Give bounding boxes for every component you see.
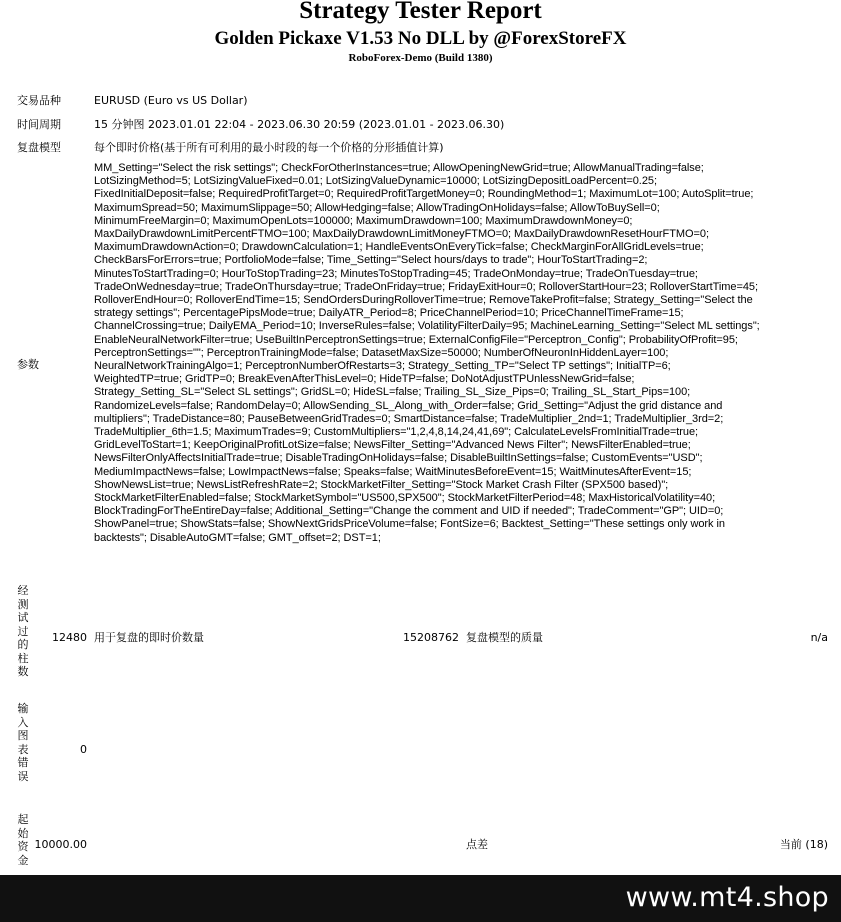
period-label: 时间周期 [17,118,61,131]
symbol-value: EURUSD (Euro vs US Dollar) [94,94,248,107]
period-value: 15 分钟图 2023.01.01 22:04 - 2023.06.30 20:59 (2023.01.01 - 2023.06.30) [94,118,505,131]
expert-name: Golden Pickaxe V1.53 No DLL by @ForexStoreFX [214,28,627,49]
report-title: Strategy Tester Report [299,0,542,24]
ticks-modelled-value: 15208762 [403,631,459,644]
model-label: 复盘模型 [17,141,61,154]
watermark-text: www.mt4.shop [625,882,829,913]
chart-errors-label: 输入图表错误 [17,702,29,783]
spread-label: 点差 [466,838,488,851]
bars-tested-value: 12480 [52,631,87,644]
server-build: RoboForex-Demo (Build 1380) [348,52,493,64]
model-value: 每个即时价格(基于所有可利用的最小时段的每一个价格的分形插值计算) [94,141,444,154]
ticks-modelled-label: 用于复盘的即时价数量 [94,631,204,644]
symbol-label: 交易品种 [17,94,61,107]
bars-tested-label: 经测试过的柱数 [17,584,29,678]
modelling-quality-value: n/a [810,631,828,644]
initial-deposit-value: 10000.00 [34,838,87,851]
spread-value: 当前 (18) [779,838,828,851]
chart-errors-value: 0 [80,743,87,756]
parameters-value: MM_Setting="Select the risk settings"; CheckForOtherInstances=true; AllowOpeningNewGrid=true; AllowManualTrading=false; LotSizingMethod=5; LotSizingValueFixed=0.01; LotSizingValueDynamic=10000; LotSizingDepositLoadPercent=0.25; FixedInitialDeposit=false; RequiredProfitTarget=0; RequiredProfitTargetMoney=0; RoundingMethod=1; MaximumLot=100; AutoSplit=true; MaximumSpread=50; MaximumSlippage=50; AllowHedging=false; AllowTradingOnHolidays=false; AllowToBuySell=0; MinimumFreeMargin=0; MaximumOpenLots=100000; MaximumDrawdown=100; MaximumDrawdownMoney=0; MaxDailyDrawdownLimitPercentFTMO=100; MaxDailyDrawdownLimitMoneyFTMO=0; MaxDailyDrawdownResetHourFTMO=0; MaximumDrawdownAction=0; DrawdownCalculation=1; HandleEventsOnEveryTick=false; CheckMarginForAllGridLevels=true; CheckBarsForErrors=true; PortfolioMode=false; Time_Setting="Select hours/days to trade"; HourToStartTrading=2; MinutesToStartTrading=0; HourToStopTrading=23; MinutesToStopTrading=45; TradeOnMonday=true; TradeOnTuesday=true; TradeOnWednesday=true; TradeOnThursday=true; TradeOnFriday=true; FridayExitHour=0; RolloverStartHour=23; RolloverStartTime=45; RolloverEndHour=0; RolloverEndTime=15; SendOrdersDuringRolloverTime=true; RemoveTakeProfit=false; Strategy_Setting="Select the strategy settings"; PercentagePipsMode=true; DailyATR_Period=8; PriceChannelPeriod=10; PriceChannelTimeFrame=15; ChannelCrossing=true; DailyEMA_Period=10; InverseRules=false; VolatilityFilterDaily=95; MachineLearning_Setting="Select ML settings"; EnableNeuralNetworkFilter=true; UseBuiltInPerceptronSettings=true; ExternalConfigFile="Perceptron_Config"; ProbabilityOfProfit=95; PerceptronSettings=""; PerceptronTrainingMode=false; DatasetMaxSize=50000; NumberOfNeuronInHiddenLayer=100; NeuralNetworkTrainingAlgo=1; PerceptronNumberOfRestarts=3; Strategy_Setting_TP="Select TP settings"; InitialTP=6; WeightedTP=true; GridTP=0; BreakEvenAfterThisLevel=0; HideTP=false; DoNotAdjustTPUnlessNewGrid=false; Strategy_Setting_SL="Select SL settings"; GridSL=0; HideSL=false; Trailing_SL_Size_Pips=0; Trailing_SL_Start_Pips=100; RandomizeLevels=false; RandomDelay=0; AllowSending_SL_Along_with_Order=false; Grid_Setting="Adjust the grid distance and multipliers"; TradeDistance=80; PauseBetweenGridTrades=0; SmartDistance=false; TradeMultiplier_2nd=1; TradeMultiplier_3rd=2; TradeMultiplier_6th=1.5; MaximumTrades=9; CustomMultipliers="1,2,4,8,14,24,41,69"; CalculateLevelsFromInitialTrade=true; GridLevelToStart=1; KeepOriginalProfitLotSize=false; NewsFilter_Setting="Advanced News Filter"; NewsFilterEnabled=true; NewsFilterOnlyAffectsInitialTrade=true; DisableTradingOnHolidays=false; DisableBuiltInSettings=false; CustomEvents="USD"; MediumImpactNews=false; LowImpactNews=false; Speaks=false; WaitMinutesBeforeEvent=15; WaitMinutesAfterEvent=15; ShowNewsList=true; NewsListRefreshRate=2; StockMarketFilter_Setting="Stock Market Crash Filter (SPX500 based)"; StockMarketFilterEnabled=false; StockMarketSymbol="US500,SPX500"; StockMarketFilterPeriod=48; MaxHistoricalVolatility=40; BlockTradingForTheEntireDay=false; Additional_Setting="Change the comment and UID if needed"; TradeComment="GP"; UID=0; ShowPanel=true; ShowStats=false; ShowNextGridsPriceVolume=false; FontSize=6; Backtest_Setting="These settings only work in backtests"; DisableAutoGMT=false; GMT_offset=2; DST=1; [94,162,760,544]
modelling-quality-label: 复盘模型的质量 [466,631,543,644]
watermark-banner [0,875,841,922]
initial-deposit-label: 起始资金 [17,813,29,867]
parameters-label: 参数 [17,358,39,371]
